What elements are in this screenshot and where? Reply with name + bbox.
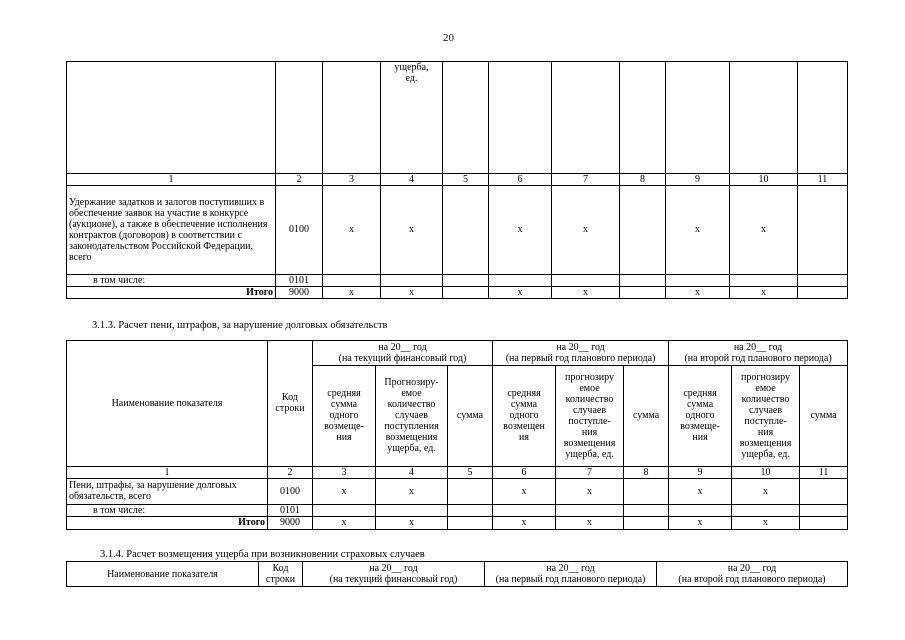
column-header-name: Наименование показателя [67, 562, 259, 587]
page-number: 20 [443, 32, 454, 44]
col-number: 6 [493, 466, 556, 478]
cell: x [381, 186, 443, 275]
table-row [67, 504, 848, 516]
cell: x [313, 478, 376, 504]
cell: x [666, 286, 730, 298]
column-number-row [67, 173, 848, 185]
column-header-code: Код строки [268, 341, 313, 467]
col-number: 7 [556, 466, 624, 478]
cell [620, 286, 666, 298]
sub-header: средняя сумма одного возмеще- ния [669, 366, 732, 467]
table-row-total [67, 516, 848, 529]
col-number: 10 [732, 466, 800, 478]
cell: x [552, 186, 620, 275]
col-number: 10 [730, 173, 798, 185]
col-number: 11 [798, 173, 848, 185]
row-code: 0101 [268, 504, 313, 516]
cell: x [730, 186, 798, 275]
cell: x [732, 478, 800, 504]
cell: x [376, 478, 448, 504]
period-header: на 20__ год (на первый год планового периода) [485, 562, 657, 587]
row-name: Пени, штрафы, за нарушение долговых обязательств, всего [67, 478, 268, 504]
col-number: 1 [67, 173, 276, 185]
col-number: 9 [669, 466, 732, 478]
cell: x [669, 478, 732, 504]
cell: x [323, 286, 381, 298]
table-row-total [67, 286, 848, 298]
cell: x [669, 516, 732, 529]
col-number: 6 [489, 173, 552, 185]
col-number: 3 [323, 173, 381, 185]
col-number: 9 [666, 173, 730, 185]
period-header-row [67, 341, 848, 366]
cell [448, 516, 493, 529]
col-number: 4 [376, 466, 448, 478]
cell: x [556, 478, 624, 504]
period-header: на 20__ год (на текущий финансовый год) [303, 562, 485, 587]
row-name: Удержание задатков и залогов поступивших в обеспечение заявок на участие в конкурсе (аукционе), а также в обеспечение исполнения контрактов (договоров) в соответствии с законодательством Российской Федерации, всего [67, 186, 276, 275]
sub-header: сумма [800, 366, 848, 467]
col-number: 5 [443, 173, 489, 185]
period-header-row [67, 562, 848, 587]
cell [624, 478, 669, 504]
row-code: 9000 [276, 286, 323, 298]
period-header: на 20__ год (на второй год планового периода) [657, 562, 848, 587]
cell: x [730, 286, 798, 298]
col-number: 11 [800, 466, 848, 478]
cell [800, 478, 848, 504]
cell: x [323, 186, 381, 275]
header-fragment-row [67, 62, 848, 174]
period-header: на 20__ год (на текущий финансовый год) [313, 341, 493, 366]
row-name: в том числе: [67, 274, 276, 286]
col-number: 2 [268, 466, 313, 478]
section-caption-3-1-4: 3.1.4. Расчет возмещения ущерба при возникновении страховых случаев [100, 549, 425, 560]
cell: x [313, 516, 376, 529]
col-number: 2 [276, 173, 323, 185]
period-header: на 20__ год (на первый год планового периода) [493, 341, 669, 366]
sub-header: средняя сумма одного возмеще- ния [313, 366, 376, 467]
sub-header: прогнозиру емое количество случаев поступле- ния возмещения ущерба, ед. [556, 366, 624, 467]
cell: x [376, 516, 448, 529]
cell: x [732, 516, 800, 529]
row-code: 9000 [268, 516, 313, 529]
column-header-code: Код строки [259, 562, 303, 587]
col-number: 1 [67, 466, 268, 478]
row-code: 0101 [276, 274, 323, 286]
row-name: в том числе: [67, 504, 268, 516]
col-number: 8 [624, 466, 669, 478]
sub-header: прогнозиру емое количество случаев поступле- ния возмещения ущерба, ед. [732, 366, 800, 467]
cell [620, 186, 666, 275]
table-insurance [66, 561, 848, 587]
total-label: Итого [67, 286, 276, 298]
table-row [67, 274, 848, 286]
col-number: 7 [552, 173, 620, 185]
cell [798, 186, 848, 275]
cell [448, 478, 493, 504]
cell [800, 516, 848, 529]
column-number-row [67, 466, 848, 478]
header-fragment: ущерба, ед. [381, 62, 443, 174]
cell: x [493, 478, 556, 504]
col-number: 3 [313, 466, 376, 478]
cell: x [493, 516, 556, 529]
cell: x [489, 186, 552, 275]
cell [798, 286, 848, 298]
cell: x [666, 186, 730, 275]
total-label: Итого [67, 516, 268, 529]
cell: x [552, 286, 620, 298]
col-number: 8 [620, 173, 666, 185]
sub-header: сумма [624, 366, 669, 467]
cell: x [381, 286, 443, 298]
table-penalties [66, 340, 848, 530]
col-number: 5 [448, 466, 493, 478]
cell [624, 516, 669, 529]
table-row [67, 478, 848, 504]
column-header-name: Наименование показателя [67, 341, 268, 467]
row-code: 0100 [276, 186, 323, 275]
cell: x [556, 516, 624, 529]
table-row [67, 186, 848, 275]
period-header: на 20__ год (на второй год планового периода) [669, 341, 848, 366]
row-code: 0100 [268, 478, 313, 504]
section-caption-3-1-3: 3.1.3. Расчет пени, штрафов, за нарушение долговых обязательств [92, 320, 388, 331]
sub-header: средняя сумма одного возмещен ия [493, 366, 556, 467]
sub-header: сумма [448, 366, 493, 467]
cell [443, 186, 489, 275]
col-number: 4 [381, 173, 443, 185]
table-deposits [66, 61, 848, 299]
cell: x [489, 286, 552, 298]
cell [443, 286, 489, 298]
sub-header: Прогнозиру- емое количество случаев поступления возмещения ущерба, ед. [376, 366, 448, 467]
